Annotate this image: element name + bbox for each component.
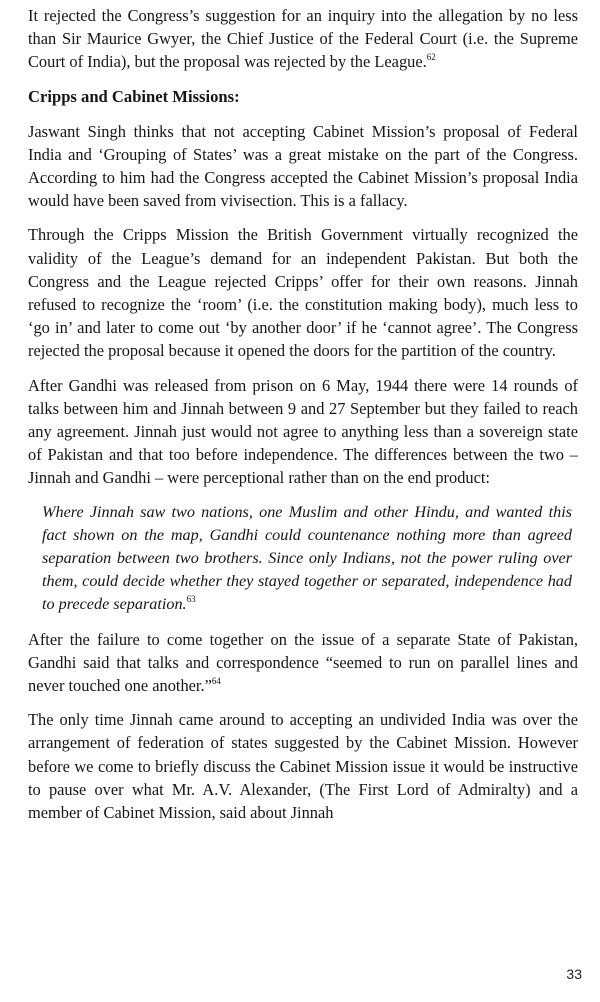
paragraph-text: After the failure to come together on the issue of a separate State of Pakistan, Gandhi said that talks and correspondence “seemed to run on parallel lines and never touched one another.” <box>28 629 578 696</box>
paragraph-cabinet-mission: The only time Jinnah came around to accepting an undivided India was over the arrangement of federation of states suggested by the Cabinet Mission. However before we come to briefly discuss the Cabinet Mission issue it would be instructive to pause over what Mr. A.V. Alexander, (The First Lord of Admiralty) and a member of Cabinet Mission, said about Jinnah <box>28 710 578 823</box>
section-heading: Cripps and Cabinet Missions: <box>28 86 240 106</box>
page-number: 33 <box>566 966 582 982</box>
paragraph-parallel-lines <box>28 628 578 698</box>
paragraph-league-rejection <box>28 4 578 74</box>
book-page <box>28 4 578 835</box>
quote-text: Where Jinnah saw two nations, one Muslim and other Hindu, and wanted this fact shown on the map, Gandhi could countenance nothing more than agreed separation between two brothers. Since only Indians, not the power ruling over them, could decide whether they stayed together or separated, independence had to precede separation. <box>42 502 572 614</box>
footnote-marker: 62 <box>426 51 436 62</box>
paragraph-text: It rejected the Congress’s suggestion for an inquiry into the allegation by no less than Sir Maurice Gwyer, the Chief Justice of the Federal Court (i.e. the Supreme Court of India), but the proposal was rejected by the League. <box>28 6 578 72</box>
footnote-marker: 64 <box>211 675 221 686</box>
footnote-marker: 63 <box>186 594 196 605</box>
paragraph-jaswant-singh: Jaswant Singh thinks that not accepting Cabinet Mission’s proposal of Federal India and ‘Grouping of States’ was a great mistake on the part of the Congress. According to him had the Congress accepted the Cabinet Mission’s proposal India would have been saved from vivisection. This is a fallacy. <box>28 121 578 211</box>
paragraph-gandhi-jinnah-talks: After Gandhi was released from prison on 6 May, 1944 there were 14 rounds of talks between him and Jinnah between 9 and 27 September but they failed to reach any agreement. Jinnah just would not agree to anything less than a sovereign state of Pakistan and that too before independence. The differences between the two – Jinnah and Gandhi – were perceptional rather than on the end product: <box>28 375 578 488</box>
block-quote <box>42 501 572 617</box>
paragraph-cripps-mission: Through the Cripps Mission the British Government virtually recognized the validity of the League’s demand for an independent Pakistan. But both the Congress and the League rejected Cripps’ offer for their own reasons. Jinnah refused to recognize the ‘room’ (i.e. the constitution making body), much less to ‘go in’ and later to come out ‘by another door’ if he ‘cannot agree’. The Congress rejected the proposal because it opened the doors for the partition of the country. <box>28 225 578 361</box>
